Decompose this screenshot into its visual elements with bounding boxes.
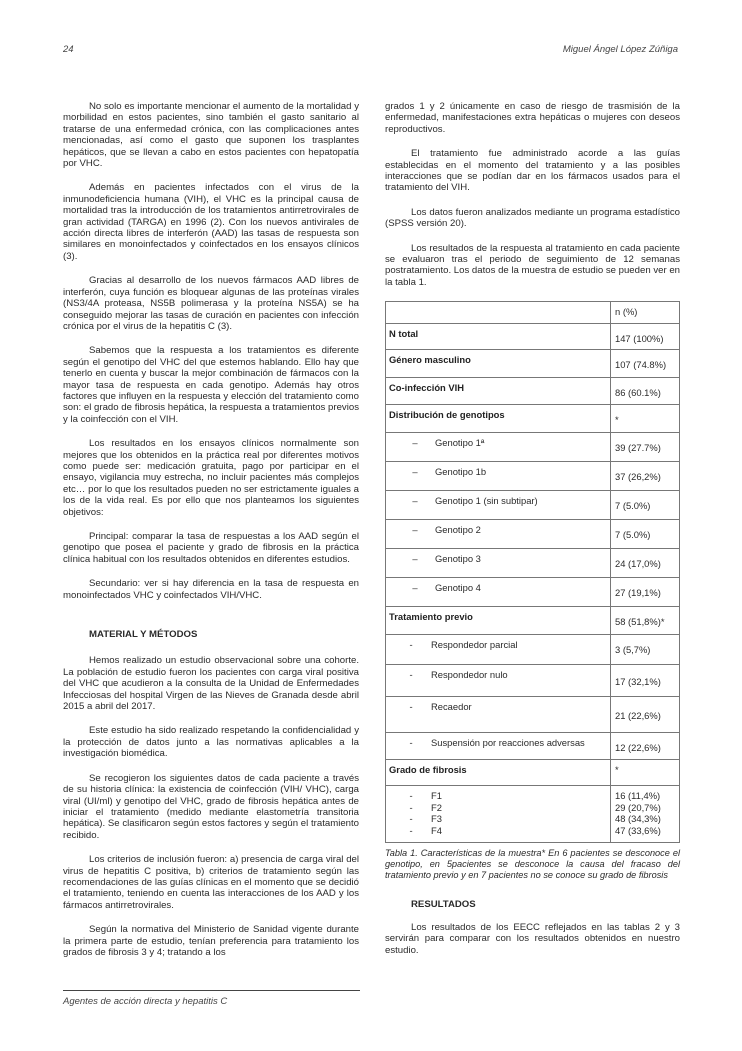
row-label: - F1 - F2 - F3 - F4: [386, 786, 611, 843]
row-value: 27 (19,1%): [611, 578, 680, 607]
row-value: 37 (26,2%): [611, 462, 680, 491]
row-value: 147 (100%): [611, 324, 680, 350]
paragraph: Los resultados en los ensayos clínicos normalmente son mejores que los obtenidos en la práctica real por diferentes motivos como puede ser: medicación gratuita, pago por participar en el ensayo, vigilancia muy estrecha, no incluir pacientes más complejos etc… por lo que los resultados pueden no ser estrictamente iguales a los de la vida real. Es por ello que nos planteamos los siguientes objetivos:: [63, 438, 359, 518]
page-number: 24: [63, 44, 74, 55]
running-footer: Agentes de acción directa y hepatitis C: [63, 996, 228, 1007]
table-row: [386, 433, 680, 462]
row-label: - Respondedor parcial: [386, 635, 611, 665]
left-column: [63, 101, 359, 971]
paragraph: Además en pacientes infectados con el virus de la inmunodeficiencia humana (VIH), el VHC es la principal causa de mortalidad tras la introducción de los tratamientos antirretrovirales de gran actividad (TARGA) en 1996 (2). Con los nuevos antivirales de acción directa libres de interferón (AAD) las tasas de respuesta son similares en monoinfectados y coinfectados en los ensayos clínicos (3).: [63, 182, 359, 262]
row-value: 39 (27.7%): [611, 433, 680, 462]
table-row: [386, 324, 680, 350]
table-row: [386, 578, 680, 607]
row-value: *: [611, 760, 680, 786]
objective-principal: Principal: comparar la tasa de respuestas a los AAD según el genotipo que posea el paciente y grado de fibrosis en la práctica clínica habitual con los resultados obtenidos en diferentes estudios.: [63, 531, 359, 565]
row-label: Distribución de genotipos: [386, 405, 611, 433]
table-row: [386, 697, 680, 733]
row-value: 86 (60.1%): [611, 378, 680, 405]
paragraph: Los criterios de inclusión fueron: a) presencia de carga viral del virus de hepatitis C positiva, b) criterios de tratamiento según las recomendaciones de las guías clínicas en el momento que se decidió el tratamiento, teniendo en cuenta las interacciones de los AAD y los fármacos antirretrovirales.: [63, 854, 359, 911]
row-label: - Recaedor: [386, 697, 611, 733]
row-value: 58 (51,8%)*: [611, 607, 680, 635]
paragraph: Según la normativa del Ministerio de Sanidad vigente durante la primera parte de estudio, tenían preferencia para tratamiento los grados de fibrosis 3 y 4; tratando a los: [63, 924, 359, 958]
row-value: *: [611, 405, 680, 433]
paragraph: Hemos realizado un estudio observacional sobre una cohorte. La población de estudio fueron los pacientes con carga viral positiva del VHC que acudieron a la consulta de la Unidad de Enfermedades Infecciosas del hospital Virgen de las Nieves de Granada desde abril 2015 a abril del 2017.: [63, 655, 359, 713]
row-label: - Suspensión por reacciones adversas: [386, 733, 611, 760]
row-label: – Genotipo 1 (sin subtipar): [386, 491, 611, 520]
row-value: 17 (32,1%): [611, 665, 680, 697]
row-value: 7 (5.0%): [611, 520, 680, 549]
paragraph: No solo es importante mencionar el aumento de la mortalidad y morbilidad en estos pacientes, sino también el gasto sanitario al tratarse de una enfermedad crónica, con las complicaciones antes mencionadas, así como el gasto que suponen los trasplantes hepáticos, que se llevan a cabo en estos pacientes con hepatopatía por VHC.: [63, 101, 359, 170]
table-row: [386, 733, 680, 760]
table-caption: Tabla 1. Características de la muestra* En 6 pacientes se desconoce el genotipo, en 5pacientes se desconoce la causa del fracaso del tratamiento previo y en 7 pacientes no se conoce su grado de fibrosis: [385, 848, 680, 881]
row-value: 107 (74.8%): [611, 350, 680, 378]
paragraph: Sabemos que la respuesta a los tratamientos es diferente según el genotipo del VHC del que estemos hablando. Ello hay que tenerlo en cuenta y buscar la mejor combinación de fármacos con la mayor tasa de respuesta en cada genotipo. Además hay otros factores que influyen en la respuesta y elección del tratamiento como son: el grado de fibrosis hepática, la respuesta a tratamientos previos y la coinfección con el VIH.: [63, 345, 359, 425]
paragraph: Se recogieron los siguientes datos de cada paciente a través de su historia clínica: la existencia de coinfección (VIH/ VHC), carga viral (UI/ml) y genotipo del VHC, grado de fibrosis hepática antes de iniciar el tratamiento (medido mediante elastometría transitoria hepática). Se clasificaron según estos factores y según el tratamiento recibido.: [63, 772, 359, 841]
table-row: [386, 520, 680, 549]
section-heading-results: RESULTADOS: [411, 899, 476, 911]
row-label: Grado de fibrosis: [386, 760, 611, 786]
running-header-author: Miguel Ángel López Zúñiga: [562, 44, 678, 55]
table-column-header: n (%): [611, 302, 680, 324]
table-row: [386, 462, 680, 491]
footer-rule: [63, 990, 360, 991]
table-row: [386, 549, 680, 578]
row-label: – Genotipo 4: [386, 578, 611, 607]
row-label: Género masculino: [386, 350, 611, 378]
objective-secondary: Secundario: ver si hay diferencia en la tasa de respuesta en monoinfectados VHC y coinfectados VIH/VHC.: [63, 578, 359, 601]
paragraph: Los datos fueron analizados mediante un programa estadístico (SPSS versión 20).: [385, 206, 680, 230]
row-label: – Genotipo 1b: [386, 462, 611, 491]
row-label: - Respondedor nulo: [386, 665, 611, 697]
row-label: – Genotipo 2: [386, 520, 611, 549]
paragraph: Los resultados de la respuesta al tratamiento en cada paciente se evaluaron tras el periodo de seguimiento de 12 semanas postratamiento. Los datos de la muestra de estudio se pueden ver en la tabla 1.: [385, 242, 680, 288]
row-label: N total: [386, 324, 611, 350]
row-value: 21 (22,6%): [611, 697, 680, 733]
table-row: [386, 378, 680, 405]
row-value: 7 (5.0%): [611, 491, 680, 520]
row-label: Co-infección VIH: [386, 378, 611, 405]
table-cell: [386, 302, 611, 324]
row-label: Tratamiento previo: [386, 607, 611, 635]
sample-characteristics-table: [385, 301, 680, 843]
row-label: – Genotipo 3: [386, 549, 611, 578]
paragraph: Gracias al desarrollo de los nuevos fármacos AAD libres de interferón, cuya función es bloquear algunas de las proteínas virales (NS3/4A proteasa, NS5B polimerasa y la proteína NS5A) se ha conseguido mejorar las tasas de curación en pacientes con infección crónica por el virus de la hepatitis C (3).: [63, 275, 359, 332]
table-row: [386, 665, 680, 697]
paragraph: Los resultados de los EECC reflejados en las tablas 2 y 3 servirán para comparar con los resultados obtenidos en nuestro estudio.: [385, 921, 680, 956]
right-column: [385, 101, 680, 969]
table-row: [386, 786, 680, 843]
paragraph: El tratamiento fue administrado acorde a las guías establecidas en el momento del tratamiento y a las posibles interacciones que se podían dar en los fármacos usados para el tratamiento del VIH.: [385, 148, 680, 194]
table-row: [386, 760, 680, 786]
paragraph: grados 1 y 2 únicamente en caso de riesgo de trasmisión de la enfermedad, manifestaciones extra hepáticas o mujeres con deseos reproductivos.: [385, 101, 680, 135]
table-header-row: [386, 302, 680, 324]
row-label: – Genotipo 1ª: [386, 433, 611, 462]
table-row: [386, 607, 680, 635]
row-value: 3 (5,7%): [611, 635, 680, 665]
table-row: [386, 491, 680, 520]
table-row: [386, 350, 680, 378]
table-row: [386, 405, 680, 433]
row-value: 16 (11,4%) 29 (20,7%) 48 (34,3%) 47 (33,6%): [611, 786, 680, 843]
table-row: [386, 635, 680, 665]
row-value: 12 (22,6%): [611, 733, 680, 760]
paragraph: Este estudio ha sido realizado respetando la confidencialidad y la protección de datos junto a las normativas aplicables a la investigación biomédica.: [63, 725, 359, 760]
row-value: 24 (17,0%): [611, 549, 680, 578]
section-heading-methods: MATERIAL Y MÉTODOS: [89, 629, 198, 641]
